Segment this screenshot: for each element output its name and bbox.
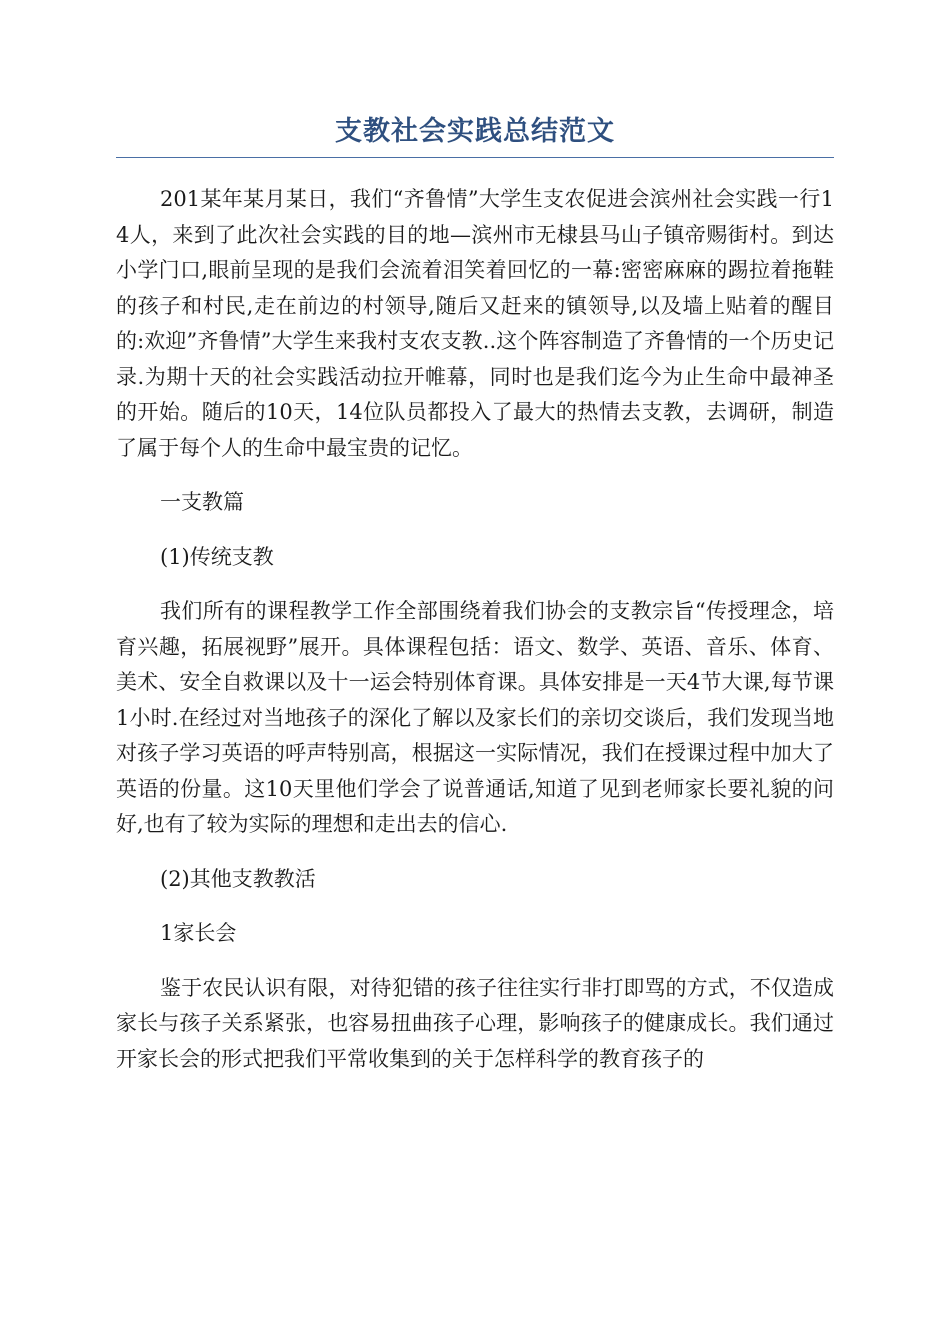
subsection-heading: (1)传统支教 — [160, 544, 274, 569]
title-underline — [116, 157, 834, 158]
item-heading: 1家长会 — [160, 921, 237, 945]
document-title: 支教社会实践总结范文 — [335, 116, 615, 147]
body-paragraph: 201某年某月某日，我们“齐鲁情”大学生支农促进会滨州社会实践一行14人，来到了此次社会实践的目的地—滨州市无棣县马山子镇帝赐街村。到达小学门口,眼前呈现的是我们会流着泪笑着回忆的一幕:密密麻麻的踢拉着拖鞋的孩子和村民,走在前边的村领导,随后又赶来的镇领导,以及墙上贴着的醒目的:欢迎”齐鲁情”大学生来我村支农支教..这个阵容制造了齐鲁情的一个历史记录.为期十天的社会实践活动拉开帷幕，同时也是我们迄今为止生命中最神圣的开始。随后的10天，14位队员都投入了最大的热情去支教，去调研，制造了属于每个人的生命中最宝贵的记忆。 — [116, 187, 834, 460]
subsection-heading: (2)其他支教教活 — [160, 866, 316, 891]
body-paragraph: 鉴于农民认识有限，对待犯错的孩子往往实行非打即骂的方式，不仅造成家长与孩子关系紧张，也容易扭曲孩子心理，影响孩子的健康成长。我们通过开家长会的形式把我们平常收集到的关于怎样科学的教育孩子的 — [116, 975, 834, 1071]
document-page — [116, 104, 834, 1077]
section-heading: 一支教篇 — [160, 490, 244, 514]
body-paragraph: 我们所有的课程教学工作全部围绕着我们协会的支教宗旨“传授理念，培育兴趣，拓展视野”展开。具体课程包括：语文、数学、英语、音乐、体育、美术、安全自救课以及十一运会特别体育课。具体安排是一天4节大课,每节课1小时.在经过对当地孩子的深化了解以及家长们的亲切交谈后，我们发现当地对孩子学习英语的呼声特别高，根据这一实际情况，我们在授课过程中加大了英语的份量。这10天里他们学会了说普通话,知道了见到老师家长要礼貌的问好,也有了较为实际的理想和走出去的信心. — [116, 599, 834, 836]
